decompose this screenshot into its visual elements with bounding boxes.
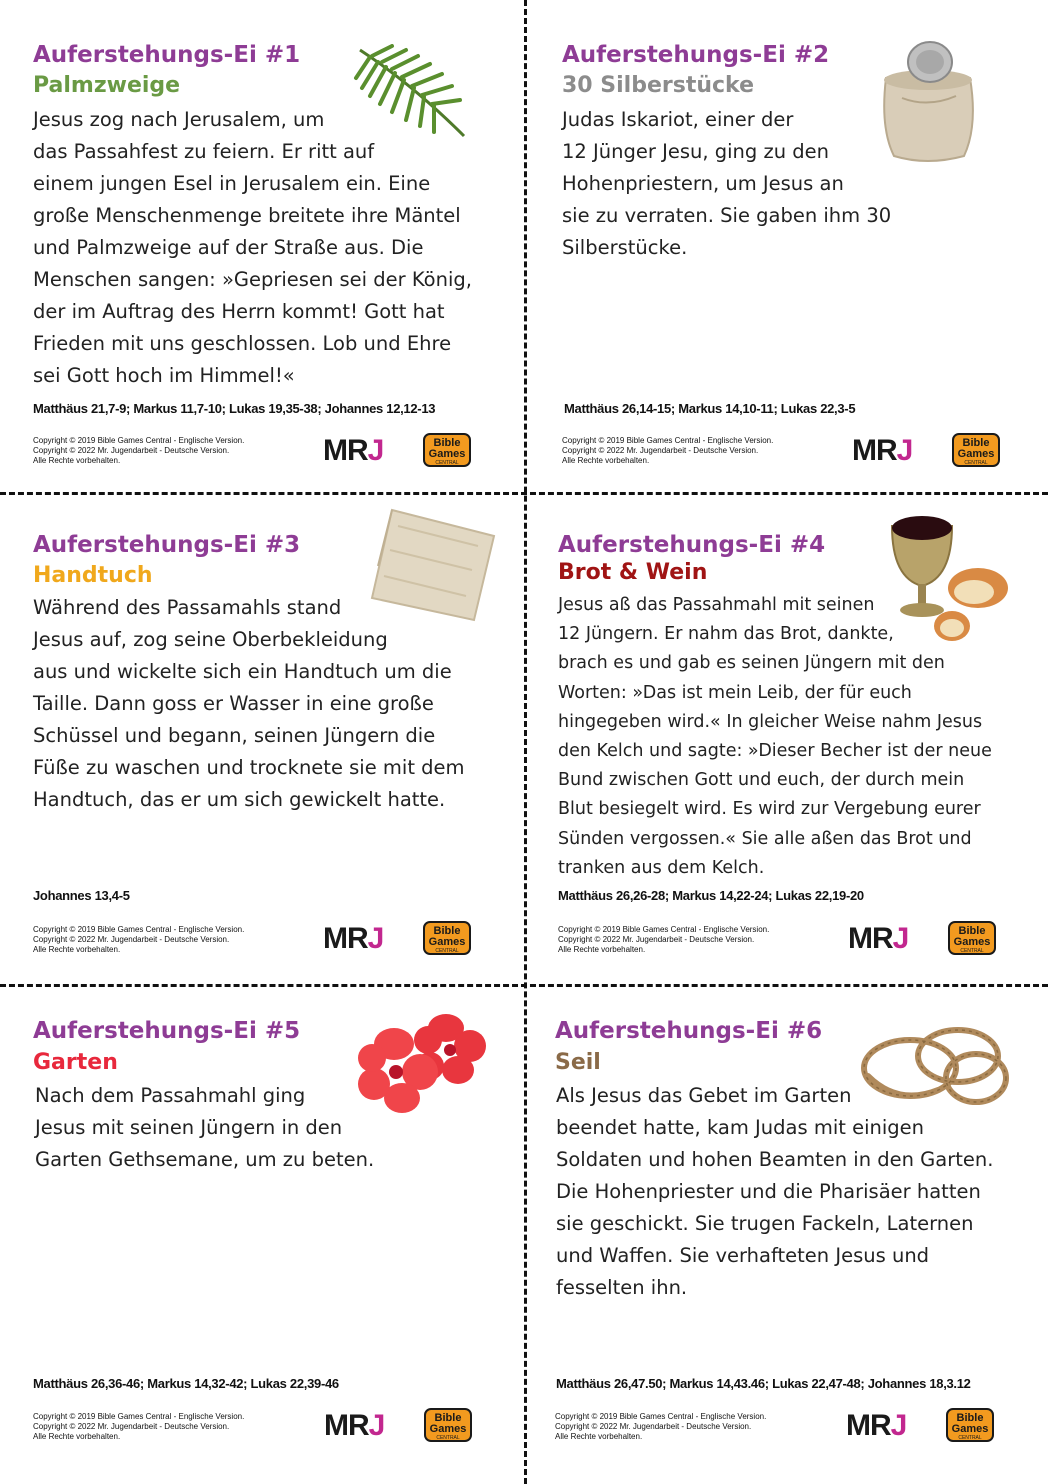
bible-reference: Matthäus 26,36-46; Markus 14,32-42; Lukas 22,39-46 — [33, 1376, 339, 1391]
text-line: Frieden mit uns geschlossen. Lob und Ehre — [33, 332, 452, 355]
bible-games-central-logo — [422, 432, 472, 468]
text-line: Als Jesus das Gebet im Garten — [556, 1084, 852, 1107]
text-line: Jesus zog nach Jerusalem, um — [33, 108, 325, 131]
svg-text:Bible: Bible — [956, 1412, 984, 1424]
svg-text:CENTRAL: CENTRAL — [435, 948, 459, 954]
card-title: Auferstehungs-Ei #2 — [562, 42, 830, 68]
text-line: Silberstücke. — [562, 236, 688, 259]
text-line: Judas Iskariot, einer der — [562, 108, 794, 131]
svg-text:Games: Games — [429, 1423, 467, 1435]
card-subtitle: 30 Silberstücke — [562, 73, 754, 98]
copyright-notice: Copyright © 2019 Bible Games Central - Englische Version. Copyright © 2022 Mr. Jugendarbeit - Deutsche Version. Alle Rechte vorbehalten. — [33, 436, 245, 465]
svg-text:Games: Games — [951, 1423, 989, 1435]
text-line: und Palmzweige auf der Straße aus. Die — [33, 236, 424, 259]
horizontal-cut-line — [0, 492, 1048, 495]
copyright-notice: Copyright © 2019 Bible Games Central - Englische Version. Copyright © 2022 Mr. Jugendarbeit - Deutsche Version. Alle Rechte vorbehalten. — [555, 1412, 767, 1441]
card-subtitle: Handtuch — [33, 563, 153, 588]
text-line: Schüssel und begann, seinen Jüngern die — [33, 724, 436, 747]
svg-text:CENTRAL: CENTRAL — [964, 460, 988, 466]
text-line: den Kelch und sagte: »Dieser Becher ist der neue — [558, 741, 992, 762]
text-line: Worten: »Das ist mein Leib, der für euch — [558, 682, 912, 703]
bible-games-central-logo — [945, 1407, 995, 1443]
text-line: Die Hohenpriester und die Pharisäer hatten — [556, 1180, 981, 1203]
text-line: der im Auftrag des Herrn kommt! Gott hat — [33, 300, 445, 323]
copyright-notice: Copyright © 2019 Bible Games Central - Englische Version. Copyright © 2022 Mr. Jugendarbeit - Deutsche Version. Alle Rechte vorbehalten. — [562, 436, 774, 465]
bible-reference: Matthäus 26,47.50; Markus 14,43.46; Lukas 22,47-48; Johannes 18,3.12 — [556, 1376, 971, 1391]
svg-text:Games: Games — [957, 448, 995, 460]
mrj-logo: MRJ — [846, 1409, 907, 1442]
text-line: und Waffen. Sie verhafteten Jesus und — [556, 1244, 930, 1267]
text-line: einem jungen Esel in Jerusalem ein. Eine — [33, 172, 431, 195]
card-title: Auferstehungs-Ei #5 — [33, 1018, 301, 1044]
text-line: das Passahfest zu feiern. Er ritt auf — [33, 140, 375, 163]
bible-reference: Matthäus 21,7-9; Markus 11,7-10; Lukas 19,35-38; Johannes 12,12-13 — [33, 401, 436, 416]
text-line: große Menschenmenge breitete ihre Mäntel — [33, 204, 461, 227]
vertical-cut-line — [524, 0, 527, 1484]
bible-games-central-logo — [422, 920, 472, 956]
text-line: Menschen sangen: »Gepriesen sei der König, — [33, 268, 472, 291]
svg-text:Games: Games — [953, 936, 991, 948]
text-line: aus und wickelte sich ein Handtuch um die — [33, 660, 452, 683]
mrj-logo: MRJ — [323, 922, 384, 955]
copyright-notice: Copyright © 2019 Bible Games Central - Englische Version. Copyright © 2022 Mr. Jugendarbeit - Deutsche Version. Alle Rechte vorbehalten. — [33, 1412, 245, 1441]
text-line: Blut besiegelt wird. Es wird zur Vergebung eurer — [558, 799, 981, 820]
text-line: tranken aus dem Kelch. — [558, 857, 765, 878]
text-line: Füße zu waschen und trocknete sie mit dem — [33, 756, 465, 779]
svg-text:Bible: Bible — [958, 925, 986, 937]
copyright-notice: Copyright © 2019 Bible Games Central - Englische Version. Copyright © 2022 Mr. Jugendarbeit - Deutsche Version. Alle Rechte vorbehalten. — [33, 925, 245, 954]
horizontal-cut-line — [0, 984, 1048, 987]
text-line: Soldaten und hohen Beamten in den Garten. — [556, 1148, 994, 1171]
bible-reference: Matthäus 26,26-28; Markus 14,22-24; Lukas 22,19-20 — [558, 888, 864, 903]
bible-games-central-logo — [423, 1407, 473, 1443]
svg-text:CENTRAL: CENTRAL — [436, 1435, 460, 1441]
card-text — [558, 591, 992, 883]
svg-text:CENTRAL: CENTRAL — [960, 948, 984, 954]
svg-text:Bible: Bible — [962, 437, 990, 449]
card-title: Auferstehungs-Ei #1 — [33, 42, 301, 68]
card-subtitle: Seil — [555, 1050, 601, 1075]
card-text — [556, 1080, 993, 1304]
bible-reference: Johannes 13,4-5 — [33, 888, 130, 903]
card-subtitle: Palmzweige — [33, 73, 181, 98]
text-line: sie geschickt. Sie trugen Fackeln, Laternen — [556, 1212, 974, 1235]
card-text — [562, 104, 891, 264]
text-line: fesselten ihn. — [556, 1276, 688, 1299]
text-line: beendet hatte, kam Judas mit einigen — [556, 1116, 925, 1139]
text-line: 12 Jüngern. Er nahm das Brot, dankte, — [558, 624, 894, 645]
text-line: Garten Gethsemane, um zu beten. — [35, 1148, 375, 1171]
svg-text:CENTRAL: CENTRAL — [958, 1435, 982, 1441]
card-text — [33, 592, 465, 816]
card-title: Auferstehungs-Ei #6 — [555, 1018, 823, 1044]
mrj-logo: MRJ — [323, 434, 384, 467]
text-line: Nach dem Passahmahl ging — [35, 1084, 306, 1107]
svg-text:CENTRAL: CENTRAL — [435, 460, 459, 466]
text-line: Handtuch, das er um sich gewickelt hatte. — [33, 788, 446, 811]
text-line: brach es und gab es seinen Jüngern mit den — [558, 653, 945, 674]
text-line: Hohenpriestern, um Jesus an — [562, 172, 844, 195]
text-line: Bund zwischen Gott und euch, der durch mein — [558, 770, 965, 791]
svg-text:Games: Games — [428, 448, 466, 460]
mrj-logo: MRJ — [852, 434, 913, 467]
text-line: sei Gott hoch im Himmel!« — [33, 364, 295, 387]
text-line: Während des Passamahls stand — [33, 596, 342, 619]
text-line: sie zu verraten. Sie gaben ihm 30 — [562, 204, 892, 227]
text-line: Jesus mit seinen Jüngern in den — [35, 1116, 343, 1139]
mrj-logo: MRJ — [324, 1409, 385, 1442]
svg-text:Bible: Bible — [434, 1412, 462, 1424]
svg-text:Bible: Bible — [433, 925, 461, 937]
card-subtitle: Brot & Wein — [558, 560, 708, 585]
mrj-logo: MRJ — [848, 922, 909, 955]
red-flowers-icon — [358, 1014, 488, 1114]
svg-text:Bible: Bible — [433, 437, 461, 449]
bible-games-central-logo — [947, 920, 997, 956]
card-title: Auferstehungs-Ei #3 — [33, 532, 301, 558]
card-subtitle: Garten — [33, 1050, 118, 1075]
text-line: hingegeben wird.« In gleicher Weise nahm Jesus — [558, 711, 983, 732]
text-line: 12 Jünger Jesu, ging zu den — [562, 140, 829, 163]
copyright-notice: Copyright © 2019 Bible Games Central - Englische Version. Copyright © 2022 Mr. Jugendarbeit - Deutsche Version. Alle Rechte vorbehalten. — [558, 925, 770, 954]
svg-text:Games: Games — [428, 936, 466, 948]
card-text — [35, 1080, 374, 1176]
card-text — [33, 104, 472, 392]
bible-reference: Matthäus 26,14-15; Markus 14,10-11; Lukas 22,3-5 — [564, 401, 856, 416]
bible-games-central-logo — [951, 432, 1001, 468]
text-line: Jesus aß das Passahmahl mit seinen — [558, 595, 875, 615]
text-line: Taille. Dann goss er Wasser in eine große — [33, 692, 434, 715]
card-title: Auferstehungs-Ei #4 — [558, 532, 826, 558]
text-line: Sünden vergossen.« Sie alle aßen das Brot und — [558, 828, 972, 849]
text-line: Jesus auf, zog seine Oberbekleidung — [33, 628, 388, 651]
